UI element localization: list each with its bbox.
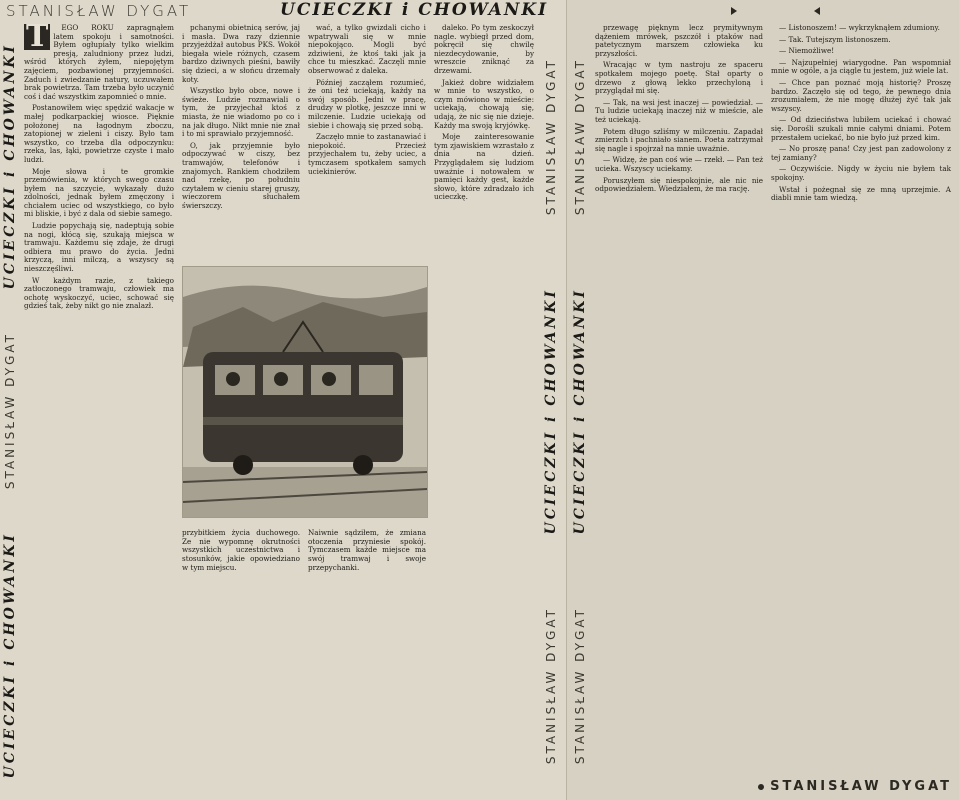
paragraph: EGO ROKU zapragnąłem latem spokoju i samotności. Byłem ogłupiały tylko wielkim presją, zaludniony przez ludzi, wśród których żyłem, niepojętym zajęciem, pozbawionej przyjemności. Zaduch i zwiedzanie natury, uczuwałem brak powietrza. Tam trzeba było uczynić coś i dać wszystkim zapomnieć o mnie. [24,23,174,101]
side-author: STANISŁAW DYGAT [573,606,587,764]
paragraph: — Tak, na wsi jest inaczej — powiedział. — Tu ludzie uciekają inaczej niż w mieście, ale też uciekają. [595,97,763,124]
right-page [566,0,959,800]
header-title: UCIECZKI i CHOWANKI [280,0,549,20]
paragraph: — Niemożliwe! [779,46,835,56]
paragraph: Potem długo szliśmy w milczeniu. Zapadał zmierzch i pachniało sianem. Poeta zatrzymał się nagle i spojrzał na mnie uważnie. [595,126,763,153]
article-column-6 [771,24,951,764]
paragraph: Moje zainteresowanie tym zjawiskiem wzrastało z dnia na dzień. Przyglądałem się ludziom uważnie i notowałem w pamięci każdy gest, każde słowo, które zdradzało ich ucieczkę. [434,132,534,202]
paragraph: pchanymi obietnicą serów, jaj i masła. Dwa razy dziennie przyjeżdżał autobus PKS. Wokół biegała wiele różnych, czasem bardzo dziwnych pieśni, bawiły się dzieci, a w słońcu drzemały koty. [182,23,300,84]
paragraph: Wszystko było obce, nowe i świeże. Ludzie rozmawiali o tym, że przyjechał ktoś z miasta, że nie wiadomo po co i na jak długo. Nikt mnie nie znał i to mi sprawiało przyjemność. [182,86,300,139]
tram-drawing [183,267,427,517]
paragraph: Poruszyłem się niespokojnie, ale nic nie odpowiedziałem. Wiedziałem, że ma rację. [595,175,763,194]
paragraph: Ludzie popychają się, nadeptują sobie na nogi, kłócą się, szukają miejsca w tramwaju. Każdemu się zdaje, że drugi odbiera mu prawo do życia. Jedni krzyczą, inni milczą, a wszyscy są nieszczęśliwi. [24,221,174,274]
paragraph: — Widzę, że pan coś wie — rzekł. — Pan też ucieka. Wszyscy uciekamy. [595,155,763,173]
bullet-icon [758,784,764,790]
paragraph: wać, a tylko gwizdali cicho i wpatrywali się w mnie niepokojąco. Mogli być zdziwieni, że ktoś taki jak ja chce tu mieszkać. Zaczęli mnie obserwować z daleka. [308,23,426,75]
hand-icon [812,4,834,18]
paragraph: — Chce pan poznać moją historię? Proszę bardzo. Zaczęło się od tego, że pewnego dnia zrozumiałem, że nie mogę dłużej żyć tak jak wszyscy. [771,77,951,113]
paragraph: Później zacząłem rozumieć, że oni też uciekają, każdy na swój sposób. Jedni w pracę, drudzy w plotkę, jeszcze inni w milczenie. Ludzie uciekają od siebie i chowają się przed sobą. [308,77,426,130]
paragraph: Postanowiłem więc spędzić wakacje w małej podkarpackiej wiosce. Pięknie położonej na łagodnym zboczu, zatopionej w zieleni i ciszy. Było tam wszystko, co trzeba dla odpoczynku: rzeka, las, łąki, powietrze czyste i mało ludzi. [24,103,174,164]
paragraph: Wracając w tym nastroju ze spaceru spotkałem mojego poetę. Stał oparty o drzewo z głową lekko przechyloną i przyglądał mi się. [595,60,763,96]
article-column-4 [434,24,534,794]
paragraph: — Listonoszem! — wykrzyknąłem zdumiony. [779,23,940,32]
paragraph: — Od dzieciństwa lubiłem uciekać i chować się. Dorośli szukali mnie całymi dniami. Potem przestałem uciekać, bo nie było już przed kim. [771,115,951,142]
article-column-1 [24,19,174,794]
lower-column-2 [182,522,300,794]
article-column-2 [182,24,300,260]
left-side-band [2,22,18,800]
paragraph: — No proszę pana! Czy jest pan zadowolony z tej zamiany? [771,144,951,162]
side-title: UCIECZKI i CHOWANKI [2,532,18,779]
lower-column-3 [308,522,426,794]
paragraph: przewagę pięknym lecz prymitywnym dążeniem mrówek, pszczół i ptaków nad patetycznym marszem człowieka ku przyszłości. [595,23,763,58]
hand-icon [717,4,739,18]
header-author: STANISŁAW DYGAT [6,2,192,20]
paragraph: Zaczęło mnie to zastanawiać i niepokoić. Przecież przyjechałem tu, żeby uciec, a tymczasem spotkałem samych uciekinierów. [308,132,426,176]
side-title: UCIECZKI i CHOWANKI [572,287,588,535]
right-side-band [571,22,589,800]
paragraph: przybitkiem życia duchowego. Ze nie wypomnę okrutności wszystkich uczestnictwa i stosunków, jakie opowiedziano w tym miejscu. [182,528,300,572]
paragraph: — Oczywiście. Nigdy w życiu nie byłem tak spokojny. [771,164,951,182]
center-side-band [538,22,564,800]
paragraph: Jakież dobre widziałem w mnie to wszystko, o czym mówiono w mieście: uciekają, chowają się, udają, że nic się nie dzieje. Każdy ma swoją kryjówkę. [434,77,534,130]
side-title: UCIECZKI i CHOWANKI [2,43,18,290]
paragraph: Moje słowa i te gromkie przemówienia, w których swego czasu byłem na szczycie, wykazały dużo zdolności, jednak byłem zmęczony i chciałem uciec od wszystkiego, co było mi bliskie, i być z dala od siebie samego. [24,166,174,219]
side-author: STANISŁAW DYGAT [3,332,17,490]
side-author: STANISŁAW DYGAT [573,58,587,216]
paragraph: W każdym razie, z takiego zatłoczonego tramwaju, człowiek ma ochotę wyskoczyć, uciec, schować się gdzieś tak, żeby nikt go nie znalazł. [24,275,174,311]
paragraph: O, jak przyjemnie było odpoczywać w ciszy, bez tramwajów, telefonów i znajomych. Rankiem chodziłem nad rzekę, po południu czytałem w cieniu starej gruszy, wieczorem słuchałem świerszczy. [182,140,300,210]
article-column-5 [595,24,763,764]
footer-author [758,779,952,794]
side-title: UCIECZKI i CHOWANKI [543,287,559,535]
paragraph: Naiwnie sądziłem, że zmiana otoczenia przyniesie spokój. Tymczasem każde miejsce ma swój tramwaj i swoje przepychanki. [308,528,426,572]
paragraph: — Tak. Tutejszym listonoszem. [779,34,891,44]
paragraph: — Najzupełniej wiarygodne. Pan wspomniał mnie w ogóle, a ja ciągle tu jestem, już wiele lat. [771,57,951,76]
paragraph: daleko. Po tym zeskoczył nagle. wybiegł przed dom, pokręcił się chwilę niezdecydowanie, by wreszcie zniknąć za drzewami. [434,23,534,75]
dropcap: T [26,19,49,54]
tram-illustration [182,266,428,518]
side-author: STANISŁAW DYGAT [544,606,558,764]
paragraph: Wstał i pożegnał się ze mną uprzejmie. A diabli mnie tam wiedzą. [771,184,951,203]
footer-author-text: STANISŁAW DYGAT [770,779,952,794]
article-column-3 [308,24,426,260]
page-header [0,0,566,22]
side-author: STANISŁAW DYGAT [544,58,558,216]
